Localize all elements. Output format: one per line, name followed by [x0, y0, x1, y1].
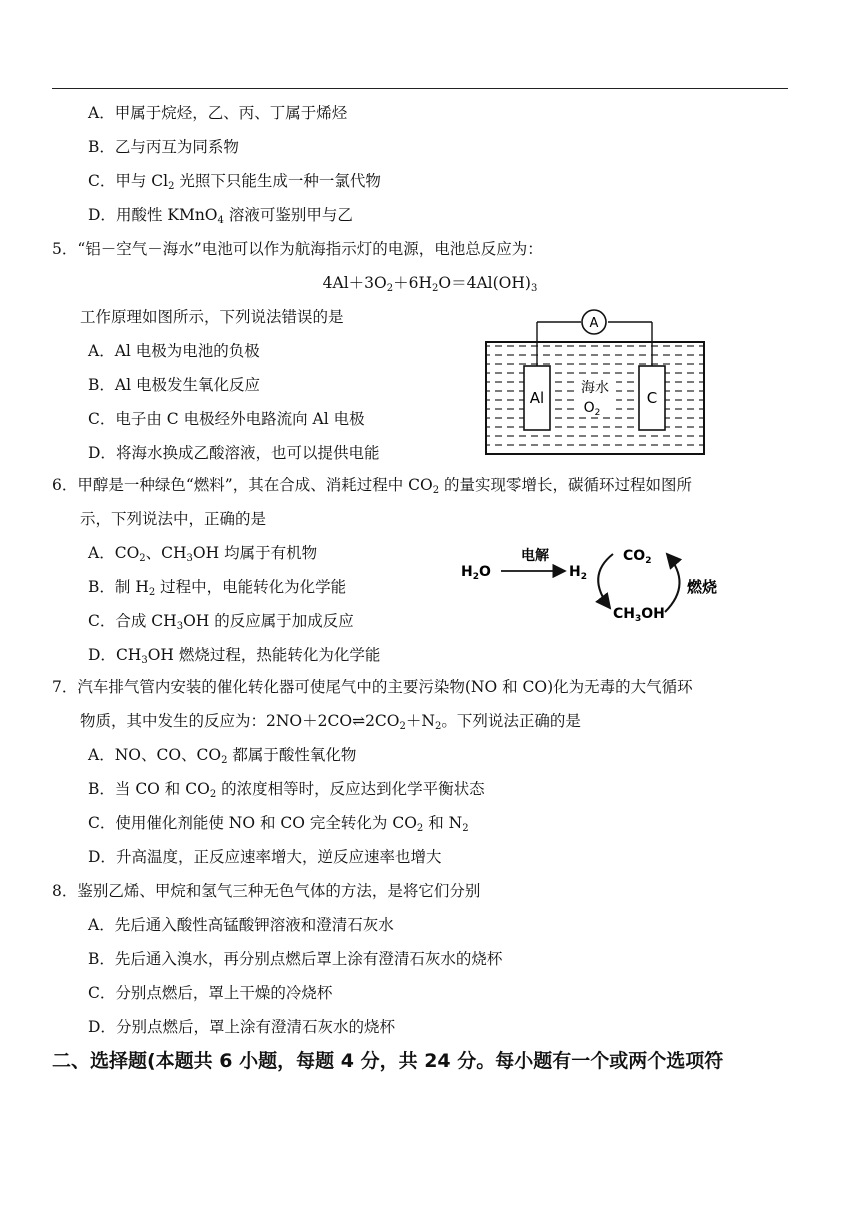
- carbon-cycle-diagram: [455, 540, 730, 630]
- synthesis-arrow: [598, 554, 613, 608]
- q6-option-a: A．$CO_2$、$CH_3OH$ 均属于有机物: [88, 544, 318, 564]
- q7-option-c: C．使用催化剂能使 NO 和 CO 完全转化为 $CO_2$ 和 $N_2$: [88, 814, 469, 834]
- al-label: Al: [529, 389, 545, 407]
- co2-label: $CO_2$: [623, 548, 652, 566]
- q6-stem: 6．甲醇是一种绿色“燃料”，其在合成、消耗过程中 $CO_2$ 的量实现零增长，碳循环过程如图所: [52, 476, 693, 496]
- water-label: $H_2O$: [461, 564, 491, 582]
- q7-stem-cont: 物质，其中发生的反应为：$2NO+2CO\rightleftharpoons 2CO_2+N_2$。下列说法正确的是: [80, 712, 581, 732]
- q7-option-a: A．NO、CO、$CO_2$ 都属于酸性氧化物: [88, 746, 357, 766]
- q4-option-b: B．乙与丙互为同系物: [88, 138, 239, 156]
- q7-option-b: B．当 CO 和 $CO_2$ 的浓度相等时，反应达到化学平衡状态: [88, 780, 485, 800]
- electrolysis-label: 电解: [521, 548, 549, 564]
- c-label: C: [646, 389, 658, 407]
- q8-option-c: C．分别点燃后，罩上干燥的冷烧杯: [88, 984, 333, 1002]
- q7-option-d: D．升高温度，正反应速率增大，逆反应速率也增大: [88, 848, 442, 866]
- q4-option-d: D．用酸性 KMnO$_4$ 溶液可鉴别甲与乙: [88, 206, 353, 226]
- q5-option-b: B．Al 电极发生氧化反应: [88, 376, 260, 394]
- q4-option-a: A．甲属于烷烃，乙、丙、丁属于烯烃: [88, 104, 348, 122]
- combustion-arrow: [665, 554, 680, 612]
- section-2-heading: 二、选择题(本题共 6 小题，每题 4 分，共 24 分。每小题有一个或两个选项符: [52, 1050, 724, 1072]
- q7-stem: 7．汽车排气管内安装的催化转化器可使尾气中的主要污染物(NO 和 CO)化为无毒的大气循环: [52, 678, 693, 696]
- q5-option-c: C．电子由 C 电极经外电路流向 Al 电极: [88, 410, 365, 428]
- q8-stem: 8．鉴别乙烯、甲烷和氢气三种无色气体的方法，是将它们分别: [52, 882, 481, 900]
- q5-option-a: A．Al 电极为电池的负极: [88, 342, 260, 360]
- q6-stem-cont: 示，下列说法中，正确的是: [80, 510, 267, 528]
- q5-option-d: D．将海水换成乙酸溶液，也可以提供电能: [88, 444, 380, 462]
- seawater-label: 海水: [581, 380, 609, 396]
- q6-option-c: C．合成 $CH_3OH$ 的反应属于加成反应: [88, 612, 354, 632]
- q4-option-c: C．甲与 $Cl_2$ 光照下只能生成一种一氯代物: [88, 172, 381, 192]
- hydrogen-label: $H_2$: [569, 564, 587, 582]
- battery-diagram: [482, 306, 708, 458]
- q8-option-b: B．先后通入溴水，再分别点燃后罩上涂有澄清石灰水的烧杯: [88, 950, 503, 968]
- q6-option-d: D．$CH_3OH$ 燃烧过程，热能转化为化学能: [88, 646, 381, 666]
- q5-stem: 5．“铝－空气－海水”电池可以作为航海指示灯的电源，电池总反应为：: [52, 240, 543, 258]
- oxygen-label: $O_2$: [583, 400, 601, 418]
- q5-intro: 工作原理如图所示，下列说法错误的是: [80, 308, 344, 326]
- q8-option-d: D．分别点燃后，罩上涂有澄清石灰水的烧杯: [88, 1018, 395, 1036]
- q6-option-b: B．制 $H_2$ 过程中，电能转化为化学能: [88, 578, 347, 598]
- combustion-label: 燃烧: [687, 578, 718, 596]
- methanol-label: $CH_3OH$: [613, 606, 665, 624]
- svg-text:A: A: [589, 316, 599, 331]
- header-rule: [52, 88, 788, 89]
- q5-equation: $4Al+3O_2+6H_2O=4Al(OH)_3$: [322, 274, 538, 294]
- q8-option-a: A．先后通入酸性高锰酸钾溶液和澄清石灰水: [88, 916, 394, 934]
